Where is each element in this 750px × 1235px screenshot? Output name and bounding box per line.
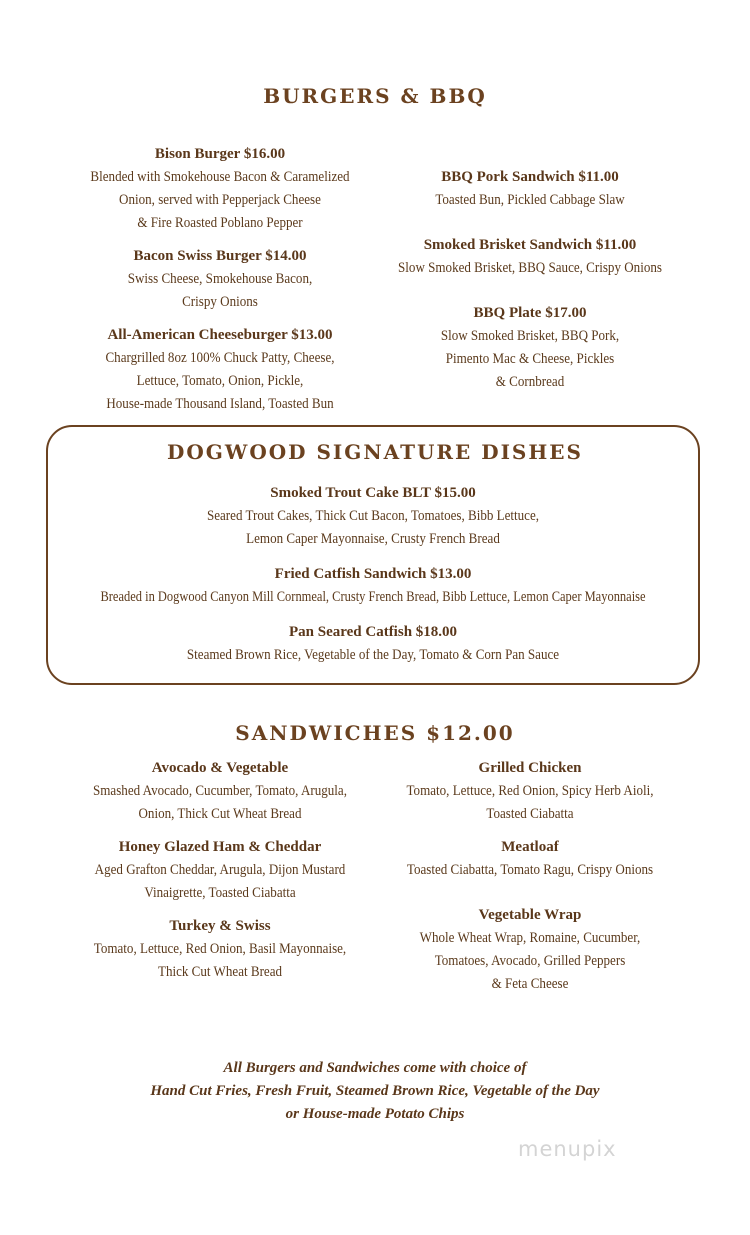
- item-desc-line: Smashed Avocado, Cucumber, Tomato, Arugula,: [93, 783, 347, 799]
- menu-item: [46, 482, 700, 551]
- section-title-burgers: BURGERS & BBQ: [263, 84, 487, 108]
- item-desc-line: & Feta Cheese: [491, 976, 569, 992]
- item-desc-line: Tomatoes, Avocado, Grilled Peppers: [434, 953, 626, 969]
- item-desc-line: Lettuce, Tomato, Onion, Pickle,: [136, 373, 304, 389]
- menu-item: [60, 915, 380, 984]
- item-name: Bison Burger $16.00: [154, 146, 286, 162]
- item-desc-line: Pimento Mac & Cheese, Pickles: [445, 351, 615, 367]
- item-desc-line: Breaded in Dogwood Canyon Mill Cornmeal, Crusty French Bread, Bibb Lettuce, Lemon Caper Mayonnaise: [100, 589, 646, 605]
- menu-item: [370, 234, 690, 280]
- section-title-signature: DOGWOOD SIGNATURE DISHES: [167, 440, 583, 464]
- sandwiches-left-column: [60, 757, 380, 994]
- item-desc-line: Seared Trout Cakes, Thick Cut Bacon, Tomatoes, Bibb Lettuce,: [206, 508, 540, 524]
- item-name: All-American Cheeseburger $13.00: [107, 327, 333, 343]
- menu-item: [46, 621, 700, 667]
- menu-item: [60, 143, 380, 235]
- item-name: Honey Glazed Ham & Cheddar: [118, 839, 322, 855]
- section-title-sandwiches: SANDWICHES $12.00: [235, 721, 515, 745]
- item-desc-line: Aged Grafton Cheddar, Arugula, Dijon Mustard: [94, 862, 346, 878]
- sandwiches-right-column: [370, 757, 690, 1006]
- item-desc-line: Toasted Bun, Pickled Cabbage Slaw: [435, 192, 625, 208]
- menu-item: [370, 836, 690, 882]
- menu-item: [370, 757, 690, 826]
- footnote-line: All Burgers and Sandwiches come with choice of: [223, 1060, 527, 1076]
- item-desc-line: Vinaigrette, Toasted Ciabatta: [144, 885, 296, 901]
- item-desc-line: Toasted Ciabatta: [486, 806, 574, 822]
- burgers-left-column: [60, 143, 380, 426]
- item-name: BBQ Plate $17.00: [473, 305, 587, 321]
- item-desc-line: Toasted Ciabatta, Tomato Ragu, Crispy Onions: [406, 862, 654, 878]
- item-desc-line: Slow Smoked Brisket, BBQ Sauce, Crispy Onions: [398, 260, 662, 276]
- item-name: Pan Seared Catfish $18.00: [288, 624, 458, 640]
- item-desc-line: Crispy Onions: [182, 294, 258, 310]
- item-desc-line: Tomato, Lettuce, Red Onion, Basil Mayonnaise,: [93, 941, 347, 957]
- footnote-line: Hand Cut Fries, Fresh Fruit, Steamed Brown Rice, Vegetable of the Day: [150, 1083, 600, 1099]
- item-desc-line: Steamed Brown Rice, Vegetable of the Day, Tomato & Corn Pan Sauce: [186, 647, 560, 663]
- footnote-line: or House-made Potato Chips: [285, 1106, 465, 1122]
- menu-item: [60, 757, 380, 826]
- item-name: BBQ Pork Sandwich $11.00: [441, 169, 619, 185]
- menu-item: [46, 563, 700, 609]
- item-name: Vegetable Wrap: [478, 907, 582, 923]
- signature-list: [46, 482, 700, 677]
- item-name: Meatloaf: [501, 839, 559, 855]
- item-name: Smoked Trout Cake BLT $15.00: [270, 485, 476, 501]
- item-name: Smoked Brisket Sandwich $11.00: [423, 237, 637, 253]
- item-desc-line: Onion, Thick Cut Wheat Bread: [138, 806, 302, 822]
- menu-item: [370, 166, 690, 212]
- item-name: Grilled Chicken: [478, 760, 582, 776]
- item-desc-line: & Cornbread: [495, 374, 565, 390]
- item-desc-line: Swiss Cheese, Smokehouse Bacon,: [127, 271, 313, 287]
- item-desc-line: Blended with Smokehouse Bacon & Caramelized: [90, 169, 350, 185]
- item-name: Bacon Swiss Burger $14.00: [133, 248, 307, 264]
- item-desc-line: Lemon Caper Mayonnaise, Crusty French Bread: [246, 531, 500, 547]
- item-desc-line: Chargrilled 8oz 100% Chuck Patty, Cheese,: [105, 350, 335, 366]
- menu-item: [370, 904, 690, 996]
- item-desc-line: Slow Smoked Brisket, BBQ Pork,: [440, 328, 620, 344]
- menu-item: [60, 324, 380, 416]
- menu-item: [60, 245, 380, 314]
- item-desc-line: Tomato, Lettuce, Red Onion, Spicy Herb Aioli,: [406, 783, 654, 799]
- item-desc-line: Thick Cut Wheat Bread: [157, 964, 283, 980]
- item-desc-line: Onion, served with Pepperjack Cheese: [119, 192, 321, 208]
- item-desc-line: & Fire Roasted Poblano Pepper: [137, 215, 303, 231]
- item-name: Fried Catfish Sandwich $13.00: [274, 566, 472, 582]
- menu-item: [370, 302, 690, 394]
- item-name: Avocado & Vegetable: [151, 760, 289, 776]
- burgers-right-column: [370, 166, 690, 404]
- item-desc-line: Whole Wheat Wrap, Romaine, Cucumber,: [419, 930, 641, 946]
- item-desc-line: House-made Thousand Island, Toasted Bun: [106, 396, 334, 412]
- menupix-watermark: menupix: [518, 1137, 617, 1161]
- menu-item: [60, 836, 380, 905]
- sides-footnote: [0, 1057, 750, 1126]
- item-name: Turkey & Swiss: [169, 918, 271, 934]
